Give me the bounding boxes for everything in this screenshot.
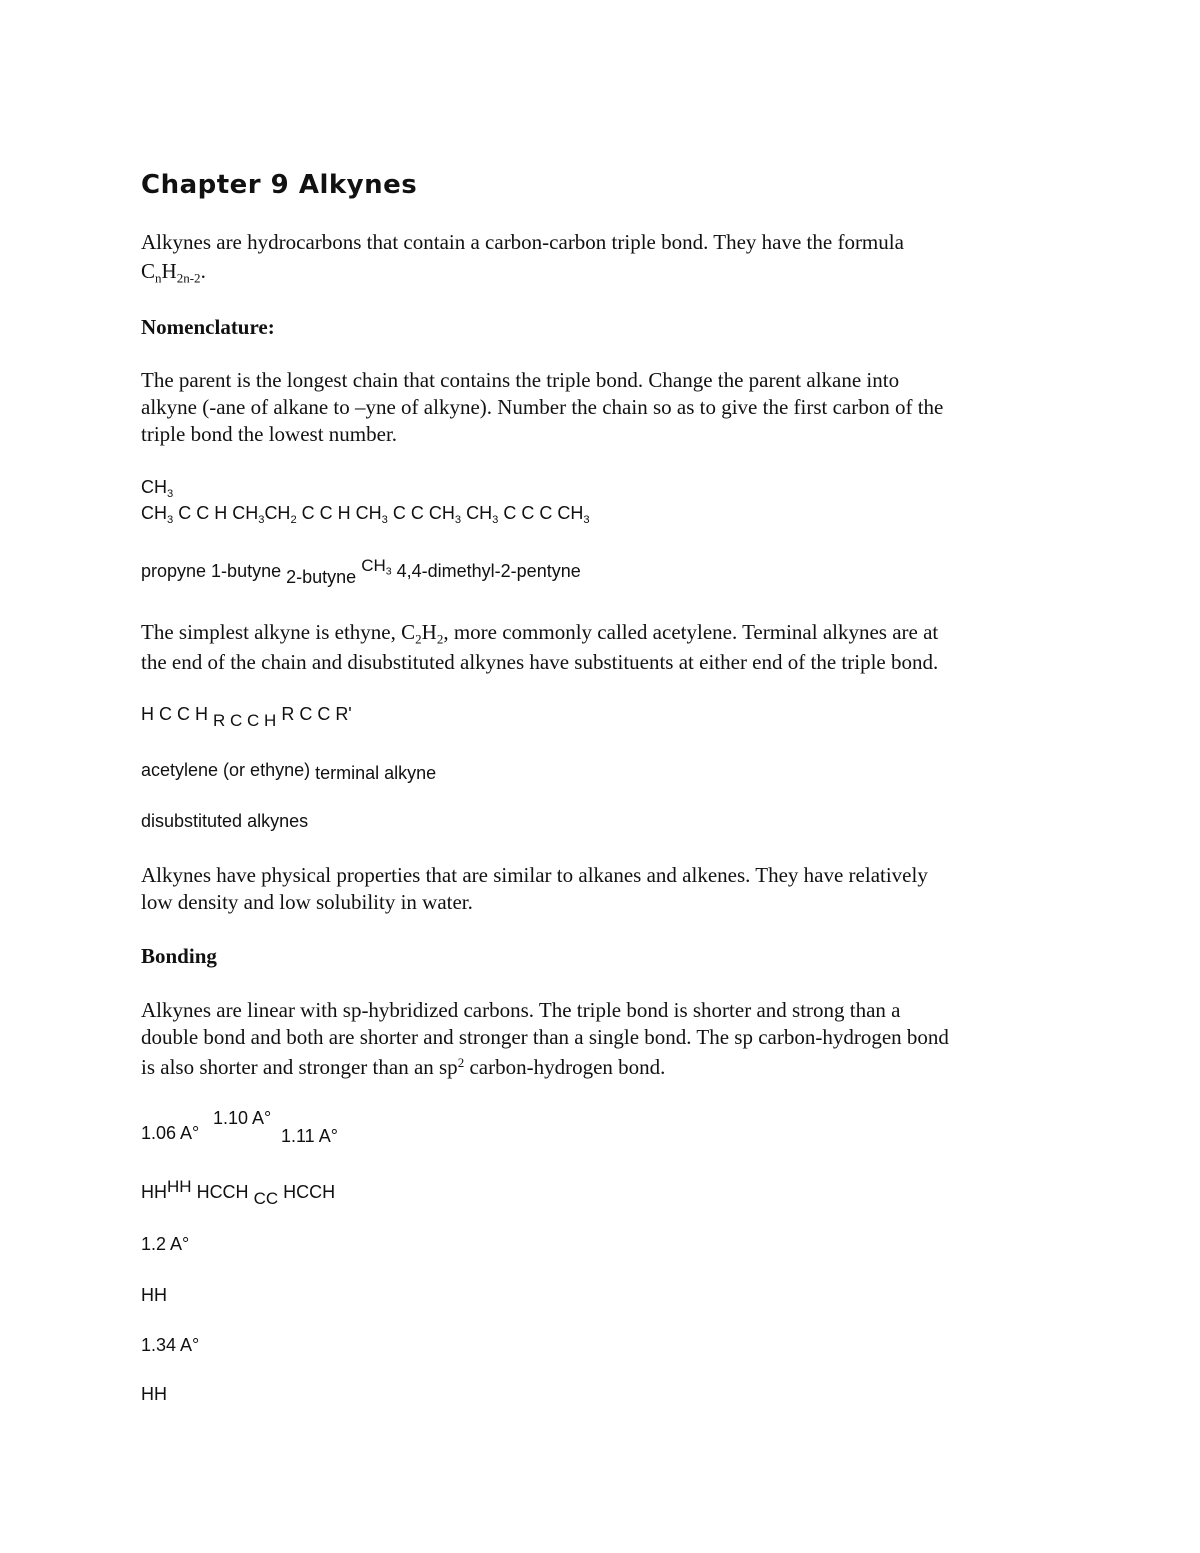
bonding-heading: Bonding xyxy=(141,944,217,968)
bond-length-1: 1.06 A° xyxy=(141,1123,200,1143)
nomenclature-heading: Nomenclature: xyxy=(141,315,275,339)
formula-end: . xyxy=(200,259,206,283)
formula-h: H xyxy=(161,259,177,283)
alkyne-types-names: acetylene (or ethyne) terminal alkyne xyxy=(141,760,437,783)
formula-sub: 2n-2 xyxy=(176,270,201,286)
nomenclature-line-1: The parent is the longest chain that contains the triple bond. Change the parent alkane into xyxy=(141,368,900,392)
bond-length-5: 1.34 A° xyxy=(141,1335,200,1355)
bond-length-2: 1.10 A° xyxy=(213,1108,272,1128)
disubstituted-label: disubstituted alkynes xyxy=(141,811,309,831)
nomenclature-line-2: alkyne (-ane of alkane to –yne of alkyne). Number the chain so as to give the first carbon of the xyxy=(141,395,944,419)
bond-length-3: 1.11 A° xyxy=(281,1126,338,1146)
structure-methyl-top: $CH_3$ xyxy=(141,477,174,500)
simplest-line-2: the end of the chain and disubstituted alkynes have substituents at either end of the triple bond. xyxy=(141,650,939,674)
physical-line-1: Alkynes have physical properties that are similar to alkanes and alkenes. They have relatively xyxy=(141,863,928,887)
hh-label-2: HH xyxy=(141,1384,167,1404)
structure-formulas: $CH_3$ C C H $CH_3CH_2$ C C H $CH_3$ C C $CH_3$ $CH_3$ C C C $CH_3$ xyxy=(141,503,590,526)
nomenclature-line-3: triple bond the lowest number. xyxy=(141,422,398,446)
bonding-line-1: Alkynes are linear with sp-hybridized carbons. The triple bond is shorter and strong than a xyxy=(141,998,901,1022)
formula-c: C xyxy=(141,259,156,283)
general-formula xyxy=(141,259,206,284)
alkyne-types-structures: H C C H R C C H R C C R' xyxy=(141,704,352,730)
chapter-title: Chapter 9 Alkynes xyxy=(141,170,418,200)
intro-line: Alkynes are hydrocarbons that contain a carbon-carbon triple bond. They have the formula xyxy=(141,230,904,254)
formula-n: n xyxy=(155,270,162,286)
bond-length-4: 1.2 A° xyxy=(141,1234,190,1254)
simplest-line-1: The simplest alkyne is ethyne, $C_2H_2$, more commonly called acetylene. Terminal alkynes are at xyxy=(141,620,939,647)
hh-label-1: HH xyxy=(141,1285,167,1305)
bonding-line-2: double bond and both are shorter and stronger than a single bond. The sp carbon-hydrogen bond xyxy=(141,1025,949,1049)
bond-diagram-row: HHHH HCCH CC HCCH xyxy=(141,1177,336,1208)
physical-line-2: low density and low solubility in water. xyxy=(141,890,473,914)
bonding-line-3: is also shorter and stronger than an $sp^2$ carbon-hydrogen bond. xyxy=(141,1054,666,1079)
structure-names: propyne 1-butyne 2-butyne $CH_3$ 4,4-dimethyl-2-pentyne xyxy=(141,556,581,587)
